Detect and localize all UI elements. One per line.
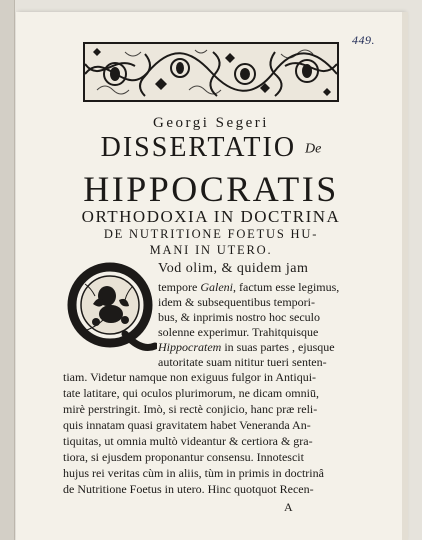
body-line: hujus rei veritas cùm in aliis, tùm in primis in doctrinâ <box>63 466 324 480</box>
body-line: quis innatam quasi gravitatem habet Veneranda An- <box>63 418 311 432</box>
body-line: mirè perstringit. Imò, si rectè conjicio, hanc præ reli- <box>63 402 318 416</box>
decorated-initial-q <box>63 260 157 354</box>
body-line: solenne experimur. Trahitquisque <box>158 325 319 339</box>
title-main <box>0 134 422 162</box>
body-line: tate latitare, qui oculos plurimorum, ne dicam omniū, <box>63 386 319 400</box>
catchword: A <box>284 500 293 514</box>
body-italic: Galeni <box>200 280 233 294</box>
subtitle-line-2: DE NUTRITIONE FOETUS HU- <box>103 227 319 241</box>
body-line: tiam. Videtur namque non exiguus fulgor in Antiqui- <box>63 370 317 384</box>
subtitle-line-3: MANI IN UTERO. <box>149 243 273 257</box>
folio-number: 449. <box>352 33 375 47</box>
page-edge <box>402 12 408 540</box>
body-line: idem & subsequentibus tempori- <box>158 295 315 309</box>
body-text: , factum esse legimus, <box>233 280 340 294</box>
subtitle-line-1: ORTHODOXIA IN DOCTRINA <box>81 207 341 226</box>
ornamental-headpiece <box>83 42 339 102</box>
body-line: tiquitas, ut omnia multò videantur & certiora & gra- <box>63 434 313 448</box>
body-line: Vod olim, & quidem jam <box>158 261 309 276</box>
body-text: in suas partes , ejusque <box>221 340 335 354</box>
body-line <box>158 340 335 354</box>
title-de: De <box>305 141 322 157</box>
title-subject: HIPPOCRATIS <box>83 169 339 209</box>
body-text: tempore <box>158 280 201 294</box>
body-line: bus, & inprimis nostro hoc seculo <box>158 310 320 324</box>
body-line: de Nutritione Foetus in utero. Hinc quotquot Recen- <box>63 482 314 496</box>
body-line <box>158 280 339 294</box>
title-dissertatio: DISSERTATIO <box>100 132 297 163</box>
author-line: Georgi Segeri <box>153 115 269 131</box>
headpiece-engraving <box>85 44 337 100</box>
body-line: tiora, si ejusdem proponantur consensu. Innotescit <box>63 450 304 464</box>
body-italic: Hippocratem <box>158 340 222 354</box>
book-spine <box>0 0 15 540</box>
body-line: autoritate suam nititur tueri senten- <box>158 355 327 369</box>
